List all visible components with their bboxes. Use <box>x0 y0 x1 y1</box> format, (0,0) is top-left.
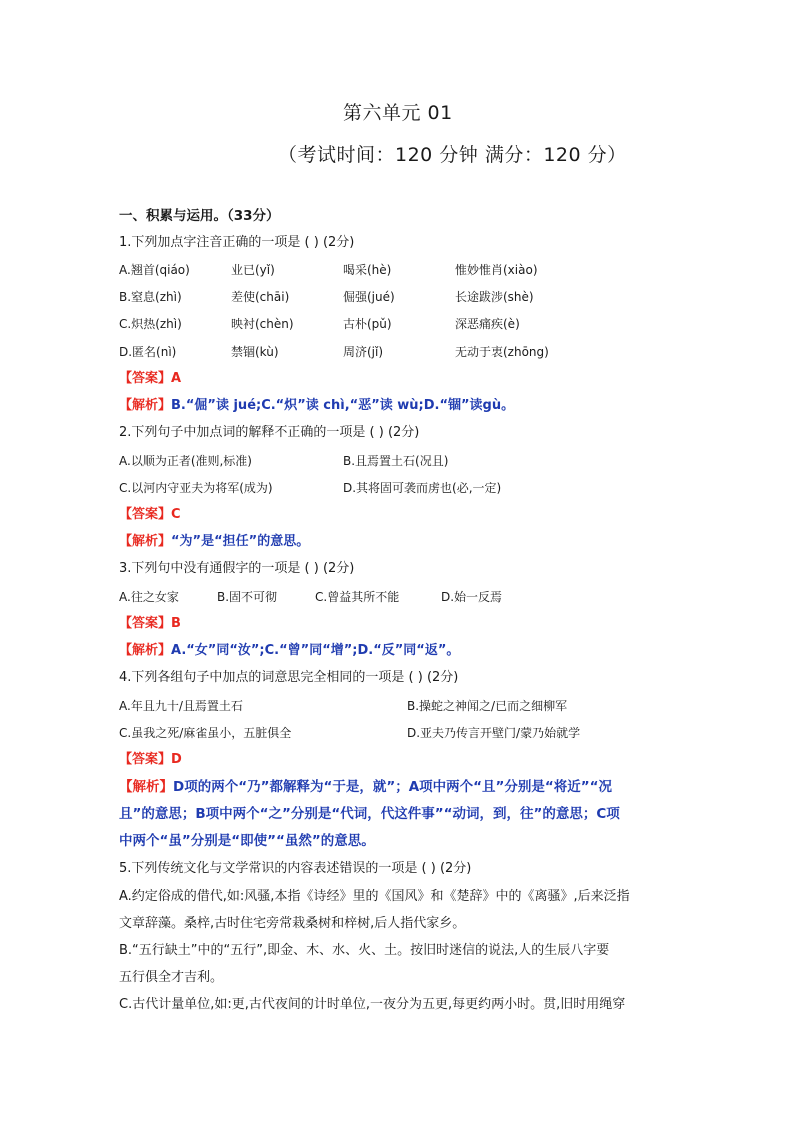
q2-option: D.其将固可袭而虏也(必,一定) <box>343 481 502 495</box>
q1-option: D.匿名(nì) <box>119 345 177 359</box>
q1-option: A.翘首(qiáo) <box>119 263 190 277</box>
answer-tag: 【答案】 <box>119 752 172 767</box>
analysis-text: D项的两个“乃”都解释为“于是，就”；A项中两个“且”分别是“将近”“况 <box>173 779 613 795</box>
q1-option: C.炽热(zhì) <box>119 317 182 331</box>
q2-option: B.且焉置土石(况且) <box>343 454 449 468</box>
q1-option: 差使(chāi) <box>231 290 290 304</box>
analysis-tag: 【解析】 <box>119 534 172 549</box>
answer-value: D <box>171 752 182 767</box>
question-4-answer <box>119 750 182 770</box>
paragraph-line: A.约定俗成的借代,如:风骚,本指《诗经》里的《国风》和《楚辞》中的《离骚》,后来泛指 <box>119 889 630 904</box>
answer-tag: 【答案】 <box>119 616 172 631</box>
question-1-stem: 1.下列加点字注音正确的一项是 ( ) (2分) <box>119 235 355 250</box>
question-3-stem: 3.下列句中没有通假字的一项是 ( ) (2分) <box>119 561 355 576</box>
question-5-stem: 5.下列传统文化与文学常识的内容表述错误的一项是 ( ) (2分) <box>119 861 472 876</box>
answer-value: B <box>171 616 181 631</box>
analysis-line: 中两个“虽”分别是“即使”“虽然”的意思。 <box>119 833 375 849</box>
question-2-stem: 2.下列句子中加点词的解释不正确的一项是 ( ) (2分) <box>119 425 420 440</box>
q1-option: 倔强(jué) <box>343 290 395 304</box>
q1-option: 业已(yǐ) <box>231 263 275 277</box>
question-3-analysis <box>119 641 459 661</box>
paragraph-line: B.“五行缺土”中的“五行”,即金、木、水、火、土。按旧时迷信的说法,人的生辰八字要 <box>119 943 610 958</box>
q4-option: B.操蛇之神闻之/已而之细柳军 <box>407 699 568 713</box>
question-1-analysis <box>119 396 514 416</box>
question-1-answer <box>119 369 181 389</box>
q1-option: 深恶痛疾(è) <box>455 317 520 331</box>
question-5-options <box>119 883 681 1018</box>
section-heading: 一、积累与运用。（33分） <box>119 208 280 224</box>
q3-option: D.始一反焉 <box>441 590 503 604</box>
analysis-text: B.“倔”读 jué;C.“炽”读 chì,“恶”读 wù;D.“锢”读gù。 <box>171 398 515 413</box>
question-3-answer <box>119 614 181 634</box>
q1-option: 喝采(hè) <box>343 263 392 277</box>
q3-option: C.曾益其所不能 <box>315 590 400 604</box>
question-4-stem: 4.下列各组句子中加点的词意思完全相同的一项是 ( ) (2分) <box>119 670 459 685</box>
answer-value: C <box>171 507 181 522</box>
paragraph-line: 五行俱全才吉利。 <box>119 970 224 985</box>
question-4-analysis <box>119 774 679 855</box>
analysis-tag: 【解析】 <box>119 643 172 658</box>
q1-option: 古朴(pǔ) <box>343 317 392 331</box>
q4-option: A.年且九十/且焉置土石 <box>119 699 243 713</box>
question-2-answer <box>119 505 181 525</box>
q2-option: A.以顺为正者(准则,标准) <box>119 454 252 468</box>
analysis-tag: 【解析】 <box>119 779 173 795</box>
q1-option: 无动于衷(zhōng) <box>455 345 549 359</box>
q1-option: 惟妙惟肖(xiào) <box>455 263 538 277</box>
exam-info: （考试时间：120 分钟 满分：120 分） <box>278 144 627 166</box>
analysis-text: A.“女”同“汝”;C.“曾”同“增”;D.“反”同“返”。 <box>171 643 460 658</box>
analysis-line: 且”的意思；B项中两个“之”分别是“代词，代这件事”“动词，到，往”的意思；C项 <box>119 806 620 822</box>
q1-option: B.窒息(zhì) <box>119 290 182 304</box>
analysis-line <box>119 774 679 801</box>
q3-option: B.固不可彻 <box>217 590 278 604</box>
answer-value: A <box>171 371 182 386</box>
q4-option: C.虽我之死/麻雀虽小，五脏俱全 <box>119 726 292 740</box>
analysis-text: “为”是“担任”的意思。 <box>171 534 310 549</box>
q1-option: 周济(jǐ) <box>343 345 384 359</box>
paragraph-line: 文章辞藻。桑梓,古时住宅旁常栽桑树和梓树,后人指代家乡。 <box>119 916 466 931</box>
q1-option: 长途跋涉(shè) <box>455 290 534 304</box>
q1-option: 映衬(chèn) <box>231 317 294 331</box>
answer-tag: 【答案】 <box>119 507 172 522</box>
q4-option: D.亚夫乃传言开壁门/蒙乃始就学 <box>407 726 581 740</box>
q2-option: C.以河内守亚夫为将军(成为) <box>119 481 273 495</box>
answer-tag: 【答案】 <box>119 371 172 386</box>
question-2-analysis <box>119 532 309 552</box>
q1-option: 禁锢(kù) <box>231 345 279 359</box>
paragraph-line: C.古代计量单位,如:更,古代夜间的计时单位,一夜分为五更,每更约两小时。贯,旧时用绳穿 <box>119 997 626 1012</box>
q3-option: A.往之女家 <box>119 590 179 604</box>
analysis-tag: 【解析】 <box>119 398 172 413</box>
page-title: 第六单元 01 <box>343 102 453 124</box>
